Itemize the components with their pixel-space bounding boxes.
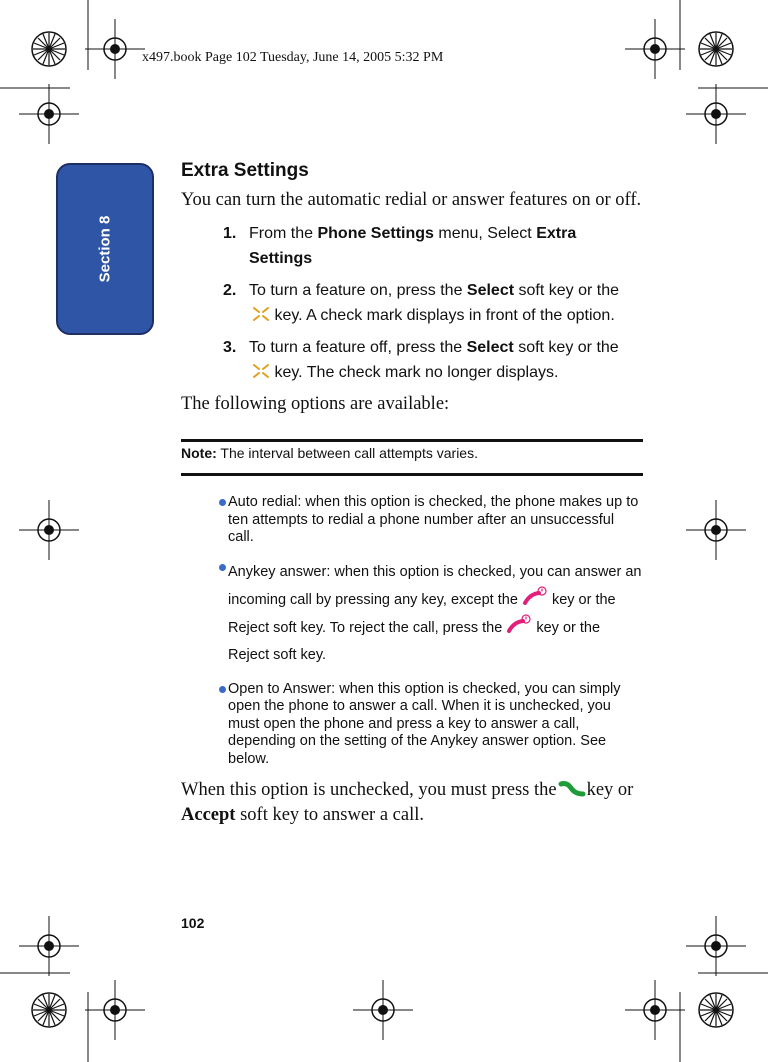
step-bold: Phone Settings	[317, 225, 434, 242]
closing-paragraph	[181, 778, 643, 828]
closing-text: soft key to answer a call.	[235, 805, 424, 825]
closing-text: key or	[586, 780, 634, 800]
intro-paragraph: You can turn the automatic redial or answer features on or off.	[181, 190, 642, 210]
step-number: 2.	[223, 282, 237, 299]
step-text: soft key or the	[513, 339, 619, 356]
step-number: 1.	[223, 225, 237, 242]
step-bold: Select	[466, 282, 515, 299]
page-number: 102	[181, 915, 205, 931]
bullet-icon	[219, 564, 226, 571]
bullet-text: Anykey answer: when this option is checked, you can answer an incoming call by pressing any key, except the	[228, 563, 642, 608]
print-header-stamp: x497.book Page 102 Tuesday, June 14, 2005 5:32 PM	[142, 50, 444, 65]
list-item	[181, 494, 643, 547]
bullet-text: key or the Reject soft key.	[228, 619, 601, 663]
list-item	[181, 335, 643, 385]
step-text: menu, Select	[433, 225, 537, 242]
closing-bold: Accept	[181, 805, 236, 825]
step-text: key. A check mark displays in front of the option.	[274, 307, 615, 324]
bullet-icon	[219, 499, 226, 506]
list-item	[181, 221, 643, 271]
closing-text: When this option is unchecked, you must press the	[181, 780, 557, 800]
send-key-icon	[557, 778, 587, 800]
list-item	[181, 559, 643, 669]
select-key-icon	[252, 306, 270, 322]
step-text: To turn a feature off, press the	[249, 339, 467, 356]
step-text: soft key or the	[514, 282, 619, 299]
page-title: Extra Settings	[181, 160, 309, 181]
list-item	[181, 278, 643, 328]
bullet-text: key or the Reject soft key. To reject the call, press the	[228, 591, 616, 636]
bullet-text: Auto redial: when this option is checked, the phone makes up to ten attempts to redial a phone number after an unsuccessful call.	[228, 494, 639, 545]
options-list	[181, 494, 643, 768]
page-content	[181, 158, 643, 828]
step-text: From the	[249, 225, 318, 242]
end-key-icon	[522, 586, 548, 608]
step-bold: Extra Settings	[249, 225, 577, 267]
steps-list	[181, 221, 643, 385]
section-tab	[56, 163, 154, 335]
bullet-text: Open to Answer: when this option is checked, you can simply open the phone to answer a call. When it is unchecked, you must open the phone and press a key to answer a call, depending on the setting of the Anykey answer option. See below.	[228, 680, 621, 767]
bullet-icon	[219, 686, 226, 693]
options-intro: The following options are available:	[181, 394, 450, 414]
step-text: key. The check mark no longer displays.	[274, 364, 559, 381]
note-box	[181, 439, 643, 476]
select-key-icon	[252, 363, 270, 379]
step-bold: Select	[466, 339, 514, 356]
step-text: To turn a feature on, press the	[249, 282, 467, 299]
step-number: 3.	[223, 339, 237, 356]
section-tab-label: Section 8	[96, 215, 114, 283]
list-item	[181, 681, 643, 769]
note-label: Note:	[181, 445, 217, 461]
end-key-icon	[506, 614, 532, 636]
note-text: The interval between call attempts varies.	[216, 445, 478, 461]
